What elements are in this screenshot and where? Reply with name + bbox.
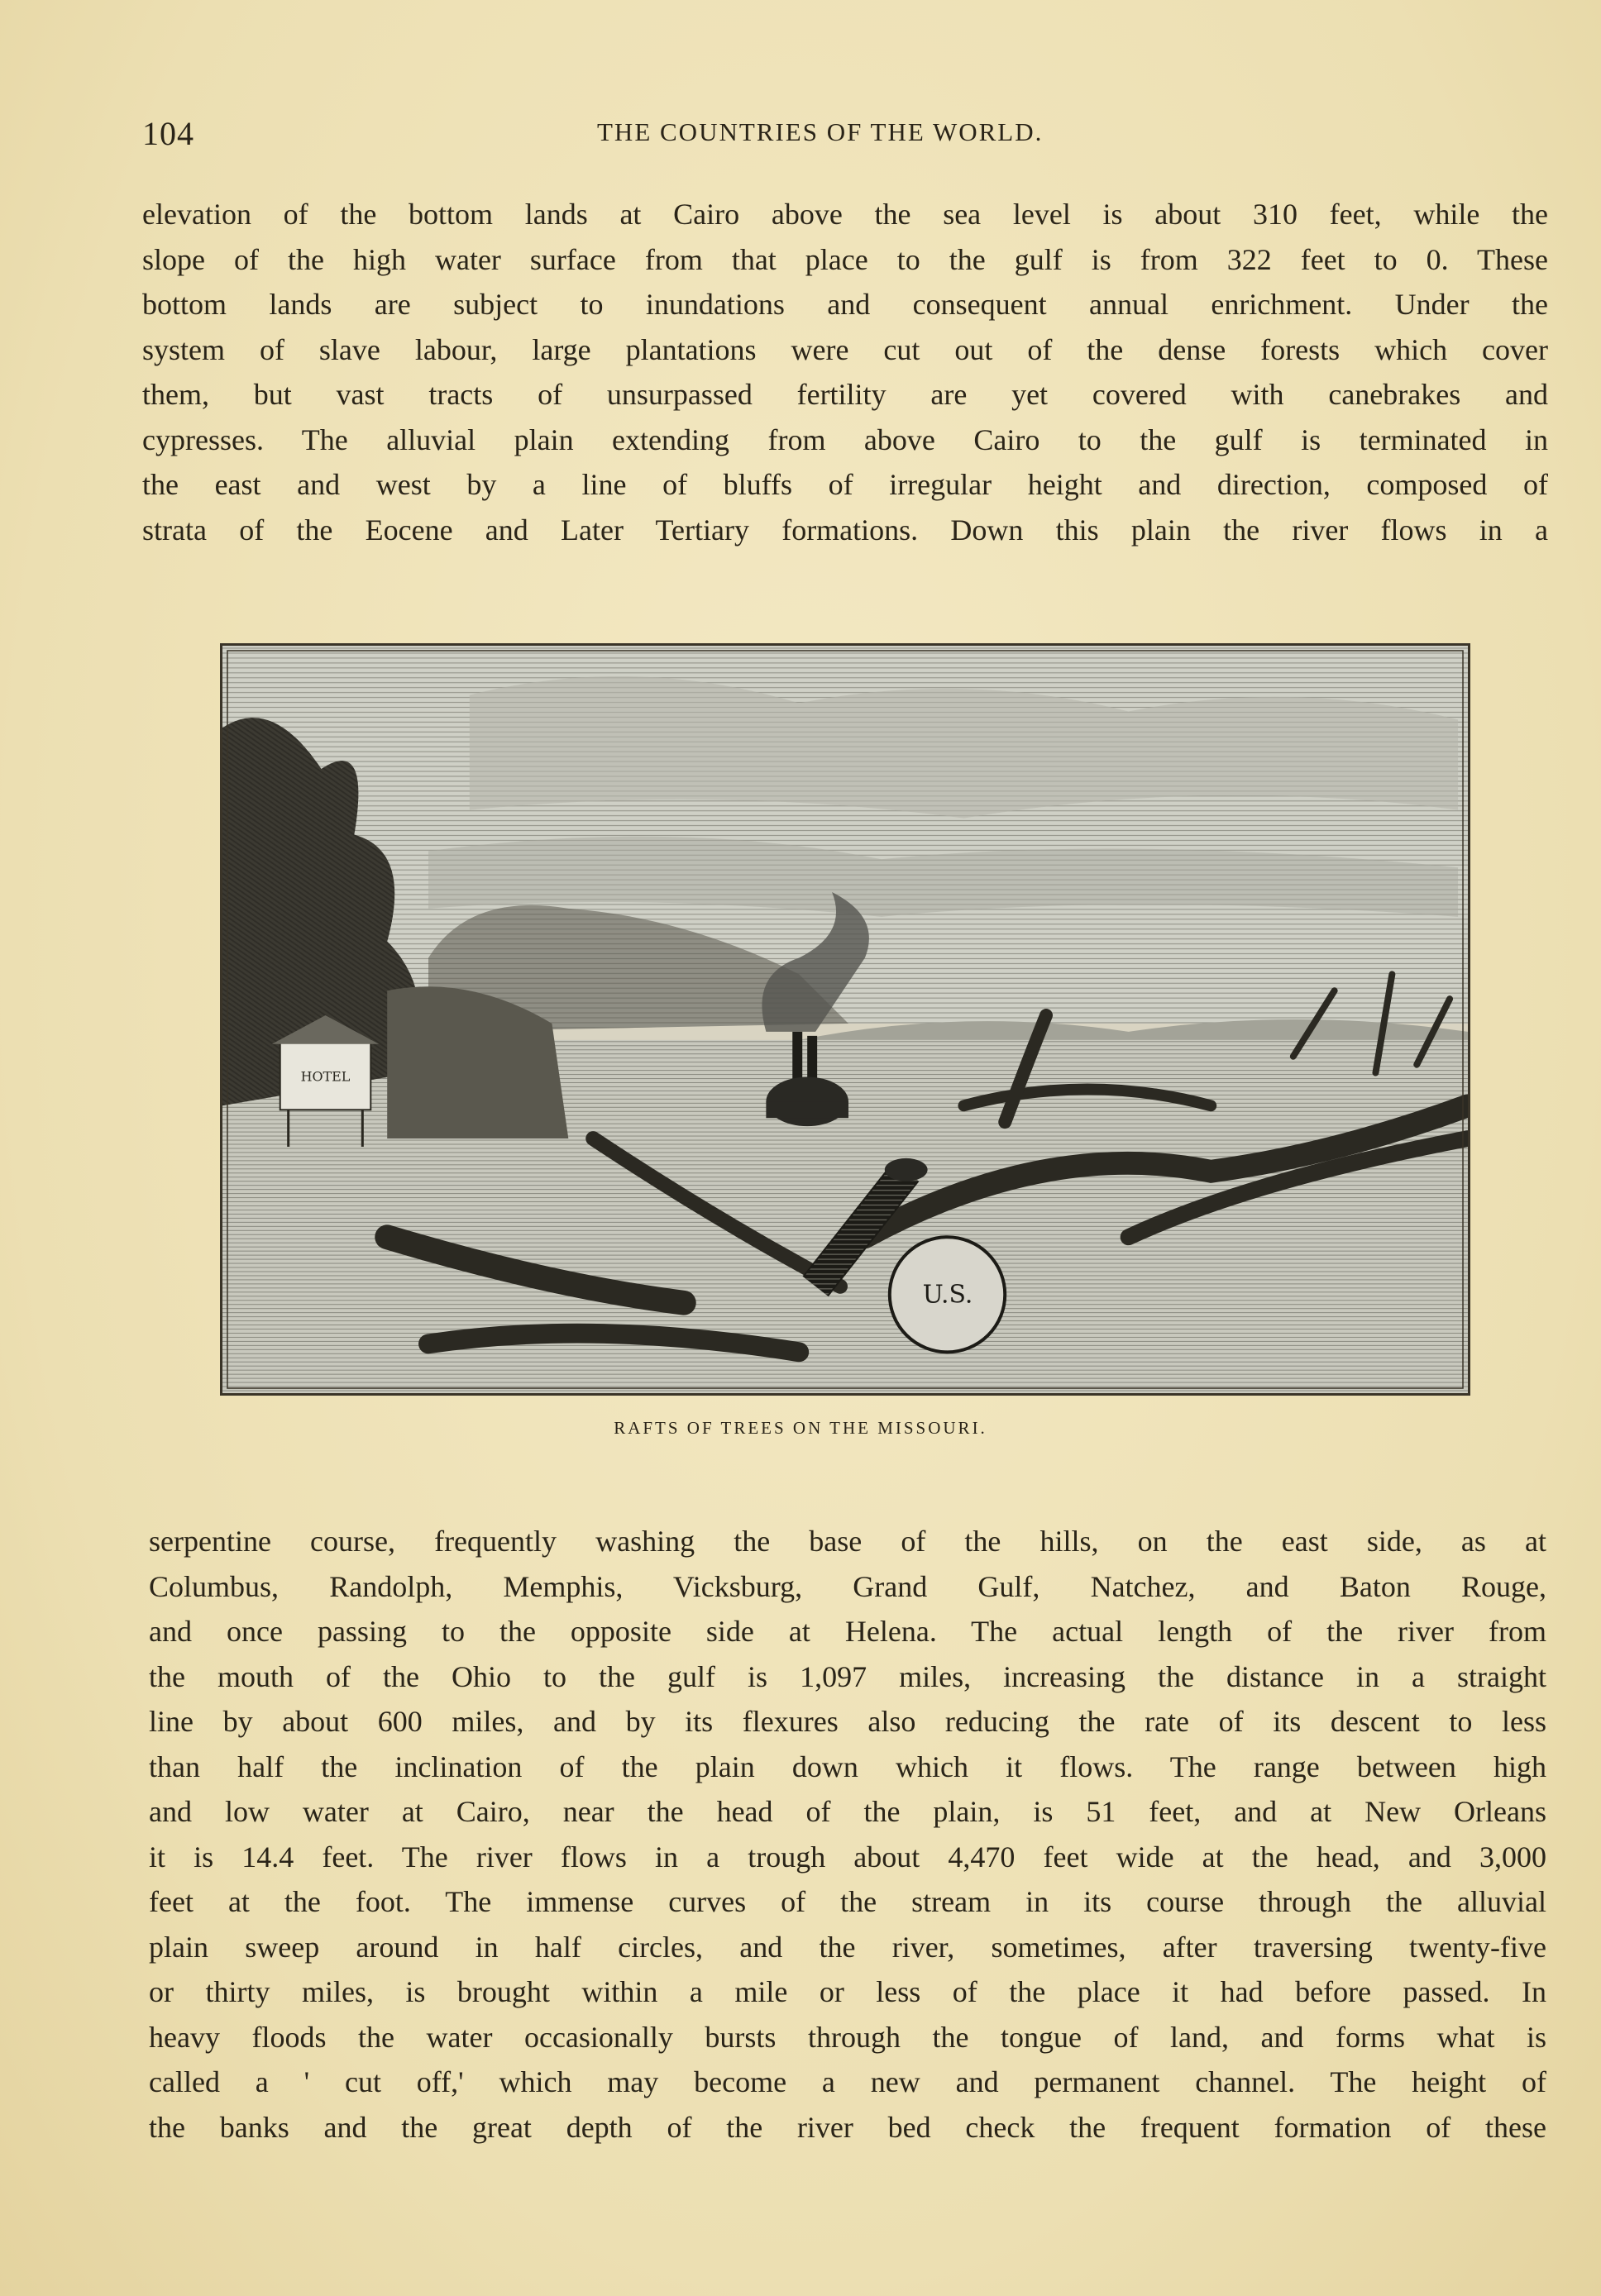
text-line: the banks and the great depth of the river bed check the frequent formation of these bbox=[149, 2110, 1546, 2144]
text-line: heavy floods the water occasionally bursts through the tongue of land, and forms what is bbox=[149, 2020, 1546, 2054]
text-line: Columbus, Randolph, Memphis, Vicksburg, Grand Gulf, Natchez, and Baton Rouge, bbox=[149, 1569, 1546, 1603]
boiler-letters: U.S. bbox=[922, 1280, 973, 1310]
text-line: the east and west by a line of bluffs of irregular height and direction, composed of bbox=[142, 468, 1548, 501]
text-line: and once passing to the opposite side at Helena. The actual length of the river from bbox=[149, 1615, 1546, 1648]
running-head: THE COUNTRIES OF THE WORLD. bbox=[597, 117, 1044, 146]
page-header bbox=[142, 114, 1548, 155]
text-line: line by about 600 miles, and by its flexures also reducing the rate of its descent to less bbox=[149, 1705, 1546, 1738]
text-line: than half the inclination of the plain down which it flows. The range between high bbox=[149, 1749, 1546, 1783]
page-number: 104 bbox=[142, 115, 194, 152]
engraving-illustration bbox=[220, 643, 1470, 1396]
text-line: cypresses. The alluvial plain extending from above Cairo to the gulf is terminated in bbox=[142, 422, 1548, 456]
text-line: it is 14.4 feet. The river flows in a trough about 4,470 feet wide at the head, and 3,000 bbox=[149, 1840, 1546, 1874]
text-line: slope of the high water surface from that place to the gulf is from 322 feet to 0. These bbox=[142, 242, 1548, 276]
text-line: the mouth of the Ohio to the gulf is 1,097 miles, increasing the distance in a straight bbox=[149, 1659, 1546, 1693]
text-line: feet at the foot. The immense curves of the stream in its course through the alluvial bbox=[149, 1885, 1546, 1918]
text-line: called a ' cut off,' which may become a new and permanent channel. The height of bbox=[149, 2065, 1546, 2098]
bottom-paragraph bbox=[149, 1519, 1546, 2150]
text-line: them, but vast tracts of unsurpassed fertility are yet covered with canebrakes and bbox=[142, 378, 1548, 411]
text-line: or thirty miles, is brought within a mile or less of the place it had before passed. In bbox=[149, 1975, 1546, 2008]
text-line: and low water at Cairo, near the head of the plain, is 51 feet, and at New Orleans bbox=[149, 1795, 1546, 1828]
top-paragraph bbox=[142, 192, 1548, 552]
text-line: serpentine course, frequently washing the base of the hills, on the east side, as at bbox=[149, 1525, 1546, 1558]
text-line: plain sweep around in half circles, and the river, sometimes, after traversing twenty-five bbox=[149, 1930, 1546, 1964]
figure-caption: RAFTS OF TREES ON THE MISSOURI. bbox=[614, 1418, 987, 1438]
engraving-svg bbox=[222, 646, 1468, 1393]
text-line: bottom lands are subject to inundations and consequent annual enrichment. Under the bbox=[142, 288, 1548, 321]
sunken-paddle-box bbox=[890, 1237, 1005, 1352]
text-line: elevation of the bottom lands at Cairo above the sea level is about 310 feet, while the bbox=[142, 198, 1548, 231]
text-line: system of slave labour, large plantations were cut out of the dense forests which cover bbox=[142, 332, 1548, 366]
text-line: strata of the Eocene and Later Tertiary formations. Down this plain the river flows in a bbox=[142, 513, 1548, 547]
hotel-sign: HOTEL bbox=[300, 1068, 351, 1085]
